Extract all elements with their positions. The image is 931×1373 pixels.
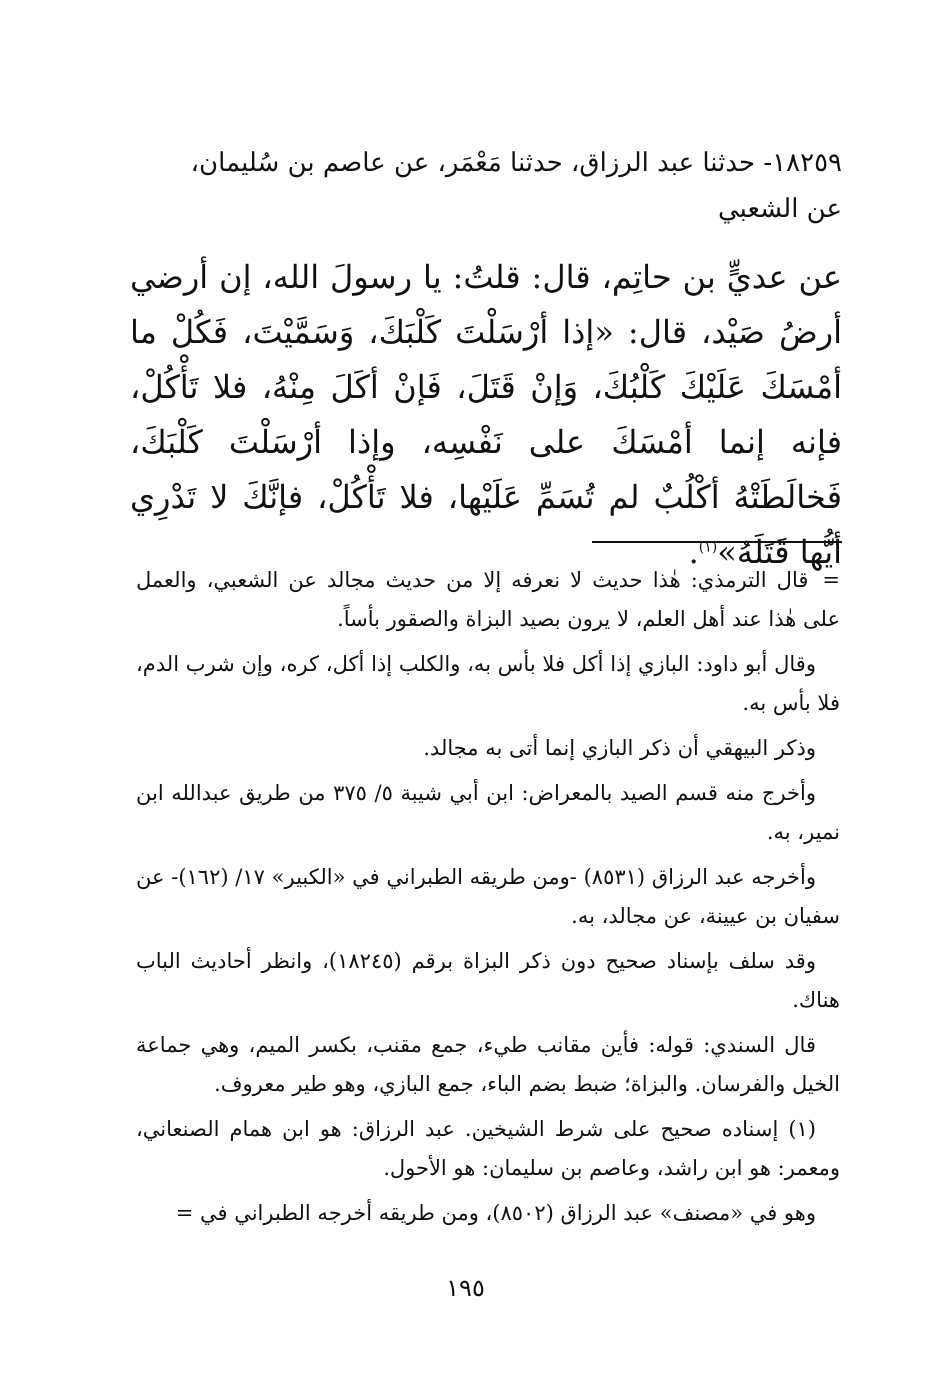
footnote-paragraph-3: وذكر البيهقي أن ذكر البازي إنما أتى به مجالد.: [423, 736, 816, 760]
footnote-paragraph-1: [136, 561, 840, 639]
footnote-paragraph-6: وقد سلف بإسناد صحيح دون ذكر البزاة برقم (١٨٢٤٥)، وانظر أحاديث الباب هناك.: [136, 949, 840, 1012]
footnote-paragraph-2: وقال أبو داود: البازي إذا أكل فلا بأس به، والكلب إذا أكل، كره، وإن شرب الدم، فلا بأس به.: [136, 652, 840, 715]
hadith-isnad-line-1: ١٨٢٥٩- حدثنا عبد الرزاق، حدثنا مَعْمَر، عن عاصم بن سُليمان،: [190, 148, 842, 178]
continuation-marker: =: [822, 568, 840, 592]
footnote-paragraph-4: وأخرج منه قسم الصيد بالمعراض: ابن أبي شيبة ٥/ ٣٧٥ من طريق عبدالله ابن نمير، به.: [136, 781, 840, 844]
footnote-paragraph-9: وهو في «مصنف» عبد الرزاق (٨٥٠٢)، ومن طريقه أخرجه الطبراني في =: [175, 1201, 816, 1225]
hadith-matn-text: عن عديٍّ بن حاتِم، قال: قلتُ: يا رسولَ الله، إن أرضي أرضُ صَيْد، قال: «إذا أرْسَلْتَ كَلْبَكَ، وَسَمَّيْتَ، فَكُلْ ما أمْسَكَ عَلَيْكَ كَلْبُكَ، وَإنْ قَتَلَ، فَإنْ أكَلَ مِنْهُ، فلا تَأْكُلْ، فإنه إنما أمْسَكَ على نَفْسِه، وإذا أرْسَلْتَ كَلْبَكَ، فَخالَطَتْهُ أكْلُبٌ لم تُسَمِّ عَلَيْها، فلا تَأْكُلْ، فإنَّكَ لا تَدْرِي أيُّها قَتَلَهُ»: [130, 258, 843, 571]
footnotes-block: [136, 561, 840, 1239]
footnote-separator: [592, 541, 842, 543]
hadith-end-mark: .: [688, 533, 699, 571]
hadith-matn: [130, 250, 842, 580]
hadith-isnad-line-2: عن الشعبي: [718, 194, 842, 224]
footnote-reference: (١): [698, 539, 718, 556]
page-number: ١٩٥: [446, 1274, 485, 1302]
footnote-text-1: قال الترمذي: هٰذا حديث لا نعرفه إلا من حديث مجالد عن الشعبي، والعمل على هٰذا عند أهل العلم، لا يرون بصيد البزاة والصقور بأساً.: [136, 568, 840, 631]
footnote-paragraph-8: (١) إسناده صحيح على شرط الشيخين. عبد الرزاق: هو ابن همام الصنعاني، ومعمر: هو ابن راشد، وعاصم بن سليمان: هو الأحول.: [136, 1117, 840, 1180]
footnote-paragraph-7: قال السندي: قوله: فأين مقانب طيء، جمع مقنب، بكسر الميم، وهي جماعة الخيل والفرسان. والبزاة؛ ضبط بضم الباء، جمع البازي، وهو طير معروف.: [136, 1033, 840, 1096]
footnote-paragraph-5: وأخرجه عبد الرزاق (٨٥٣١) -ومن طريقه الطبراني في «الكبير» ١٧/ (١٦٢)- عن سفيان بن عيينة، عن مجالد، به.: [136, 865, 840, 928]
